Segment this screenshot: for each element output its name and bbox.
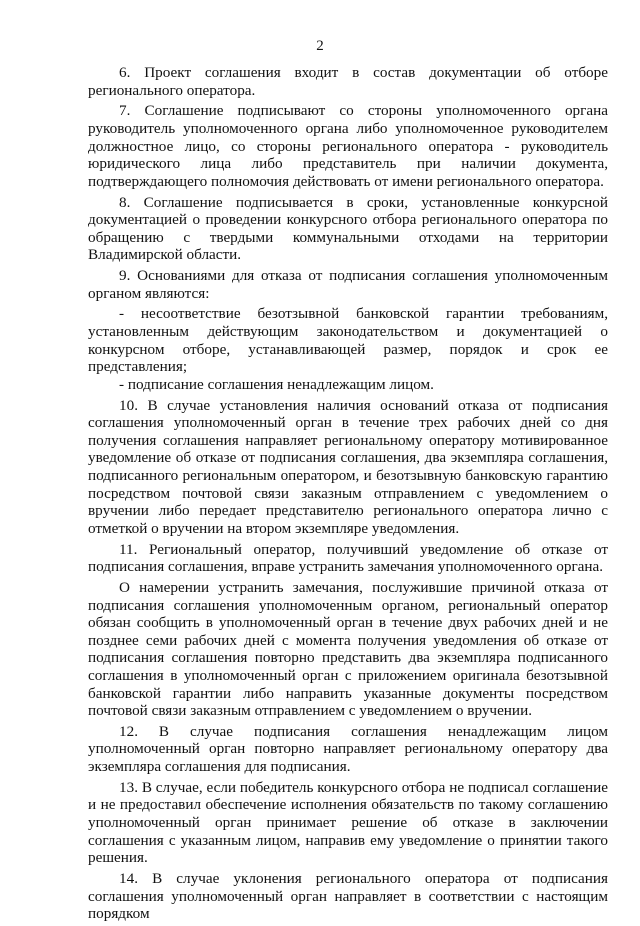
paragraph-11: 11. Региональный оператор, получивший уведомление об отказе от подписания соглашения, вправе устранить замечания уполномоченного органа. — [88, 540, 608, 576]
paragraph-13: 13. В случае, если победитель конкурсного отбора не подписал соглашение и не предоставил обеспечение исполнения обязательств по такому соглашению уполномоченный орган принимает решение об отказе в заключении соглашения с указанным лицом, направив ему уведомление о принятии такого решения. — [88, 778, 608, 867]
paragraph-9-item-2: - подписание соглашения ненадлежащим лицом. — [119, 375, 434, 393]
paragraph-7: 7. Соглашение подписывают со стороны уполномоченного органа руководитель уполномоченного органа либо уполномоченное руководителем должностное лицо, со стороны регионального оператора - руководитель юридического лица либо представитель при наличии документа, подтверждающего полномочия действовать от имени регионального оператора. — [88, 102, 608, 190]
paragraph-9: 9. Основаниями для отказа от подписания соглашения уполномоченным органом являются: — [88, 267, 608, 302]
document-body — [88, 64, 608, 926]
paragraph-14: 14. В случае уклонения регионального оператора от подписания соглашения уполномоченный орган направляет в соответствии с настоящим порядком — [88, 870, 608, 923]
paragraph-6: 6. Проект соглашения входит в состав документации об отборе регионального оператора. — [88, 64, 608, 99]
page-number: 2 — [316, 38, 324, 54]
paragraph-9-item-1: - несоответствие безотзывной банковской гарантии требованиям, установленным действующим законодательством и документацией о конкурсном отборе, устанавливающей размер, порядок и срок ее представления; — [88, 305, 608, 376]
paragraph-12: 12. В случае подписания соглашения ненадлежащим лицом уполномоченный орган повторно направляет региональному оператору два экземпляра соглашения для подписания. — [88, 722, 608, 776]
paragraph-8: 8. Соглашение подписывается в сроки, установленные конкурсной документацией о проведении конкурсного отбора регионального оператора по обращению с твердыми коммунальными отходами на территории Владимирской области. — [88, 193, 608, 264]
paragraph-11-continuation: О намерении устранить замечания, послужившие причиной отказа от подписания соглашения уполномоченным органом, региональный оператор обязан сообщить в уполномоченный орган в течение двух рабочих дней и не позднее семи рабочих дней с момента получения уведомления об отказе от подписания соглашения повторно представить два экземпляра подписанного соглашения в уполномоченный орган с приложением оригинала безотзывной банковской гарантии либо направить указанные документы посредством почтовой связи заказным отправлением с уведомлением о вручении. — [88, 578, 608, 720]
paragraph-10: 10. В случае установления наличия оснований отказа от подписания соглашения уполномоченный орган в течение трех рабочих дней со дня получения соглашения направляет региональному оператору мотивированное уведомление об отказе от подписания соглашения, два экземпляра соглашения, подписанного региональным оператором, и безотзывную банковскую гарантию посредством почтовой связи заказным отправлением с уведомлением о вручении либо передает представителю регионального оператора лично с отметкой о вручении на втором экземпляре уведомления. — [88, 396, 608, 537]
